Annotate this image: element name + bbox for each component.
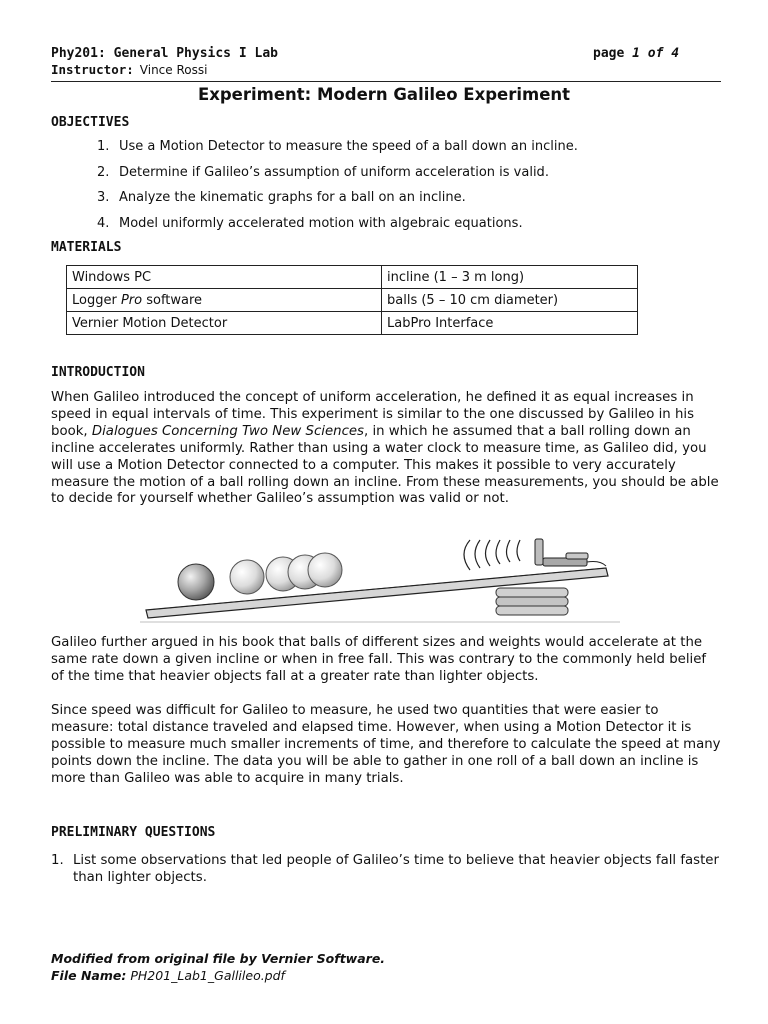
table-cell: LabPro Interface <box>382 312 638 335</box>
table-row <box>67 289 638 312</box>
page-number <box>593 46 679 61</box>
ball-light <box>308 553 342 587</box>
intro-text-b: , in which he assumed that a ball rolling down an incline accelerates uniformly. Rather than using a water clock to measure time, as Galileo did, you will use a Motion Detector connected to a computer. This makes it possible to very accurately measure the motion of a ball rolling down an incline. From these measurements, you should be able to decide for yourself whether Galileo’s assumption was valid or not. <box>51 423 719 507</box>
sound-waves-icon <box>464 540 520 570</box>
software-text: software <box>142 292 203 308</box>
table-cell: incline (1 – 3 m long) <box>382 266 638 289</box>
page-header <box>51 46 721 77</box>
table-row <box>67 312 638 335</box>
intro-paragraph-2: Galileo further argued in his book that balls of different sizes and weights would accelerate at the same rate down a given incline or when in free fall. This was contrary to the commonly held belief of the time that heavier objects fall at a greater rate than lighter objects. <box>51 635 707 684</box>
question-item <box>51 852 723 886</box>
objective-item <box>97 138 717 164</box>
objective-item <box>97 215 717 241</box>
footer-file-line <box>51 967 385 984</box>
table-cell: Windows PC <box>67 266 382 289</box>
intro-paragraph-3: Since speed was difficult for Galileo to measure, he used two quantities that were easier to measure: total distance traveled and elapsed time. However, when using a Motion Detector it is possible to measure much smaller increments of time, and therefore to calculate the speed at many points down the incline. The data you will be able to gather in one roll of a ball down an incline is more than Galileo was able to acquire in many trials. <box>51 703 721 786</box>
objective-item <box>97 164 717 190</box>
page-label: page <box>593 46 625 61</box>
instructor-line <box>51 62 207 77</box>
file-name: PH201_Lab1_Gallileo.pdf <box>130 968 285 983</box>
objective-number: 1. <box>97 139 110 154</box>
header-divider <box>51 81 721 82</box>
page-footer <box>51 950 385 984</box>
intro-paragraph-1 <box>51 390 723 508</box>
pro-italic: Pro <box>120 292 143 308</box>
table-cell <box>67 289 382 312</box>
instructor-label: Instructor: <box>51 62 134 77</box>
intro-text-a: When Galileo introduced the concept of uniform acceleration, he defined it as equal increases in speed in equal intervals of time. This experiment is similar to the one discussed by Galileo in his book, <box>51 390 695 439</box>
objectives-list <box>97 138 717 240</box>
objective-number: 2. <box>97 164 110 180</box>
objective-text: Determine if Galileo’s assumption of uniform acceleration is valid. <box>119 164 549 180</box>
book-title: Dialogues Concerning Two New Sciences <box>91 423 364 439</box>
footer-credit: Modified from original file by Vernier Software. <box>51 951 386 966</box>
objective-text: Use a Motion Detector to measure the speed of a ball down an incline. <box>119 139 578 154</box>
objective-text: Model uniformly accelerated motion with algebraic equations. <box>119 215 523 231</box>
question-number: 1. <box>51 853 64 868</box>
incline-illustration <box>140 530 620 630</box>
ball-dark <box>178 564 214 600</box>
book-stack <box>496 588 568 615</box>
objective-number: 4. <box>97 215 110 231</box>
logger-text: Logger <box>72 292 121 308</box>
table-cell: balls (5 – 10 cm diameter) <box>382 289 638 312</box>
ball-light <box>230 560 264 594</box>
objective-text: Analyze the kinematic graphs for a ball on an incline. <box>119 190 466 205</box>
preliminary-heading: PRELIMINARY QUESTIONS <box>51 825 216 840</box>
objectives-heading: OBJECTIVES <box>51 115 130 130</box>
motion-detector-icon <box>535 539 606 566</box>
question-text: List some observations that led people of Galileo’s time to believe that heavier objects fall faster than lighter objects. <box>73 853 719 885</box>
course-title: Phy201: General Physics I Lab <box>51 46 278 61</box>
objective-number: 3. <box>97 190 110 205</box>
introduction-heading: INTRODUCTION <box>51 365 145 380</box>
materials-table <box>66 265 638 335</box>
table-row <box>67 266 638 289</box>
objective-item <box>97 189 717 215</box>
materials-heading: MATERIALS <box>51 240 122 255</box>
file-name-label: File Name: <box>51 968 127 983</box>
table-cell: Vernier Motion Detector <box>67 312 382 335</box>
instructor-name: Vince Rossi <box>139 63 208 77</box>
page-value: 1 of 4 <box>632 46 680 61</box>
document-title: Experiment: Modern Galileo Experiment <box>197 85 571 104</box>
